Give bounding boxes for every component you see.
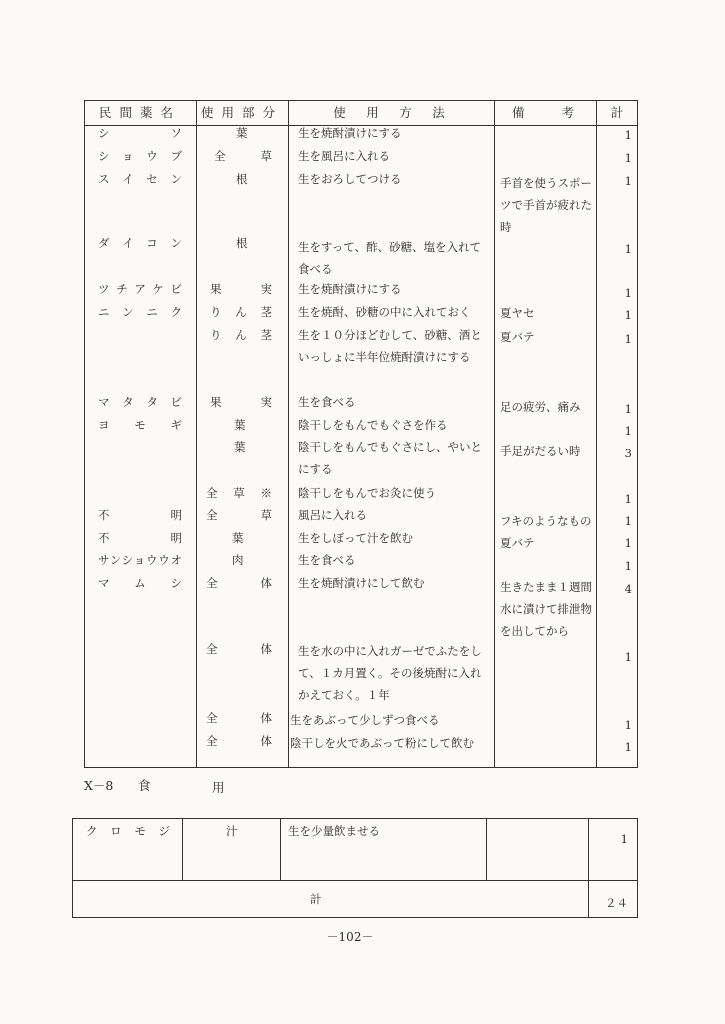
table-row-count: 1 <box>624 174 632 188</box>
col-divider-4 <box>596 100 597 768</box>
table-row-name: ダイコン <box>98 236 182 250</box>
table-row-name: ニンニク <box>98 305 182 319</box>
table-row-count: 1 <box>624 128 632 142</box>
table-row-method: 生をすって、酢、砂糖、塩を入れて食べる <box>298 240 482 276</box>
col-divider-2 <box>288 100 289 768</box>
table-row-part: 全体 <box>206 734 272 748</box>
header-note: 備 考 <box>511 105 578 120</box>
page-number: －102－ <box>326 930 374 944</box>
table-row-part: 葉 <box>236 126 248 140</box>
table-row-part: 全草 <box>214 149 272 163</box>
table-row-count: 1 <box>624 718 632 732</box>
table-row-count: 1 <box>624 536 632 550</box>
table-row-part: りん茎 <box>210 328 272 342</box>
table-row-part: 全体 <box>206 711 272 725</box>
table-row-count: 1 <box>624 332 632 346</box>
table-row-method: 生をおろしてつける <box>298 172 402 186</box>
table-row-count: 3 <box>624 446 632 460</box>
table-row-name: マムシ <box>98 576 182 590</box>
table-row-method: 風呂に入れる <box>298 508 367 522</box>
table-row-method: 陰干しをもんでもぐさにし、やいとにする <box>298 440 482 476</box>
table-row-note: 手足がだるい時 <box>500 444 581 458</box>
table-row-part: 全草 <box>206 508 272 522</box>
table-row-name: ヨモギ <box>98 418 182 432</box>
col-divider-b <box>280 818 281 880</box>
table-row-part: 全体 <box>206 642 272 656</box>
table-row-count: 1 <box>624 286 632 300</box>
table-row-method: 陰干しをもんでお灸に使う <box>298 486 436 500</box>
table-row-part: 肉 <box>232 553 244 567</box>
table-row-part: 全草※ <box>206 486 272 500</box>
col-divider-c <box>486 818 487 880</box>
table-row-name: ツチアケビ <box>98 282 182 296</box>
section-title-1: 食 <box>138 778 151 793</box>
table-row-part: 葉 <box>234 418 246 432</box>
table-row-method: 生を焼酎漬けにする <box>298 282 402 296</box>
table-row-name: クロモジ <box>86 824 170 838</box>
table-row-method: 生を焼酎漬けにして飲む <box>298 576 425 590</box>
header-count: 計 <box>610 105 624 120</box>
table-row-part: 根 <box>236 236 248 250</box>
table-row-count: 1 <box>624 151 632 165</box>
table-row-method: 生を焼酎漬けにする <box>298 126 402 140</box>
table-row-method: 生を少量飲ませる <box>288 824 380 838</box>
table-row-part: 葉 <box>232 531 244 545</box>
table-row-method: 生を焼酎、砂糖の中に入れておく <box>298 305 471 319</box>
table-row-note: 夏ヤセ <box>500 306 535 320</box>
table-row-method: 生を風呂に入れる <box>298 149 390 163</box>
table-row-count: 1 <box>624 492 632 506</box>
col-divider-d <box>588 818 589 918</box>
header-part: 使用部分 <box>200 105 283 120</box>
table-row-count: 1 <box>624 242 632 256</box>
table-row-count: 1 <box>624 514 632 528</box>
table-row-count: 1 <box>624 650 632 664</box>
table-row-part: 葉 <box>234 440 246 454</box>
table-row-note: 生きたまま１週間水に漬けて排泄物を出してから <box>500 580 592 638</box>
table-row-method: 生を１０分ほどむして、砂糖、酒といっしょに半年位焼酎漬けにする <box>298 328 482 364</box>
table-row-name: 不明 <box>98 508 182 522</box>
table-row-count: 4 <box>624 582 632 596</box>
col-divider-3 <box>494 100 495 768</box>
table-row-method: 陰干しを火であぶって粉にして飲む <box>290 736 474 750</box>
table-row-note: 足の疲労、痛み <box>500 400 581 414</box>
header-method: 使 用 方 法 <box>333 105 449 120</box>
table-row-method: 生をしぼって汁を飲む <box>298 531 413 545</box>
table-row-count: 1 <box>624 402 632 416</box>
table-row-name: サンショウウオ <box>98 553 182 567</box>
table-row-method: 生をあぶって少しずつ食べる <box>290 713 440 727</box>
table-row-part: 汁 <box>226 824 238 838</box>
total-label: 計 <box>310 892 322 906</box>
table-row-name: スイセン <box>98 172 182 186</box>
table-row-count: 1 <box>624 559 632 573</box>
table-row-note: 夏バテ <box>500 536 535 550</box>
section-number: X－8 <box>84 778 114 793</box>
table-row-count: 1 <box>624 424 632 438</box>
table-row-part: 全体 <box>206 576 272 590</box>
table-row-part: りん茎 <box>210 305 272 319</box>
table-total-divider <box>72 880 638 881</box>
table-row-count: 1 <box>624 740 632 754</box>
col-divider-1 <box>196 100 197 768</box>
col-divider-a <box>182 818 183 880</box>
total-value: ２４ <box>605 896 628 910</box>
table-row-count: 1 <box>624 308 632 322</box>
table-row-name: ショウブ <box>98 149 182 163</box>
table-row-method: 陰干しをもんでもぐさを作る <box>298 418 448 432</box>
table-row-note: フキのようなもの <box>500 514 592 528</box>
table-row-method: 生を食べる <box>298 395 356 409</box>
table-row-note: 手首を使うスポーツで手首が疲れた時 <box>500 176 592 234</box>
table-row-note: 夏バテ <box>500 330 535 344</box>
table-row-name: シソ <box>98 126 182 140</box>
table-row-method: 生を食べる <box>298 553 356 567</box>
table-row-name: マタタビ <box>98 395 182 409</box>
table-row-part: 根 <box>236 172 248 186</box>
table-row-name: 不明 <box>98 531 182 545</box>
section-title-2: 用 <box>212 780 225 795</box>
header-name: 民間薬名 <box>98 105 181 120</box>
table-row-count: 1 <box>620 832 628 846</box>
table-row-method: 生を水の中に入れガーゼでふたをして、１カ月置く。その後焼酎に入れかえておく。１年 <box>298 644 482 702</box>
table-row-part: 果実 <box>210 282 272 296</box>
table-row-part: 果実 <box>210 395 272 409</box>
